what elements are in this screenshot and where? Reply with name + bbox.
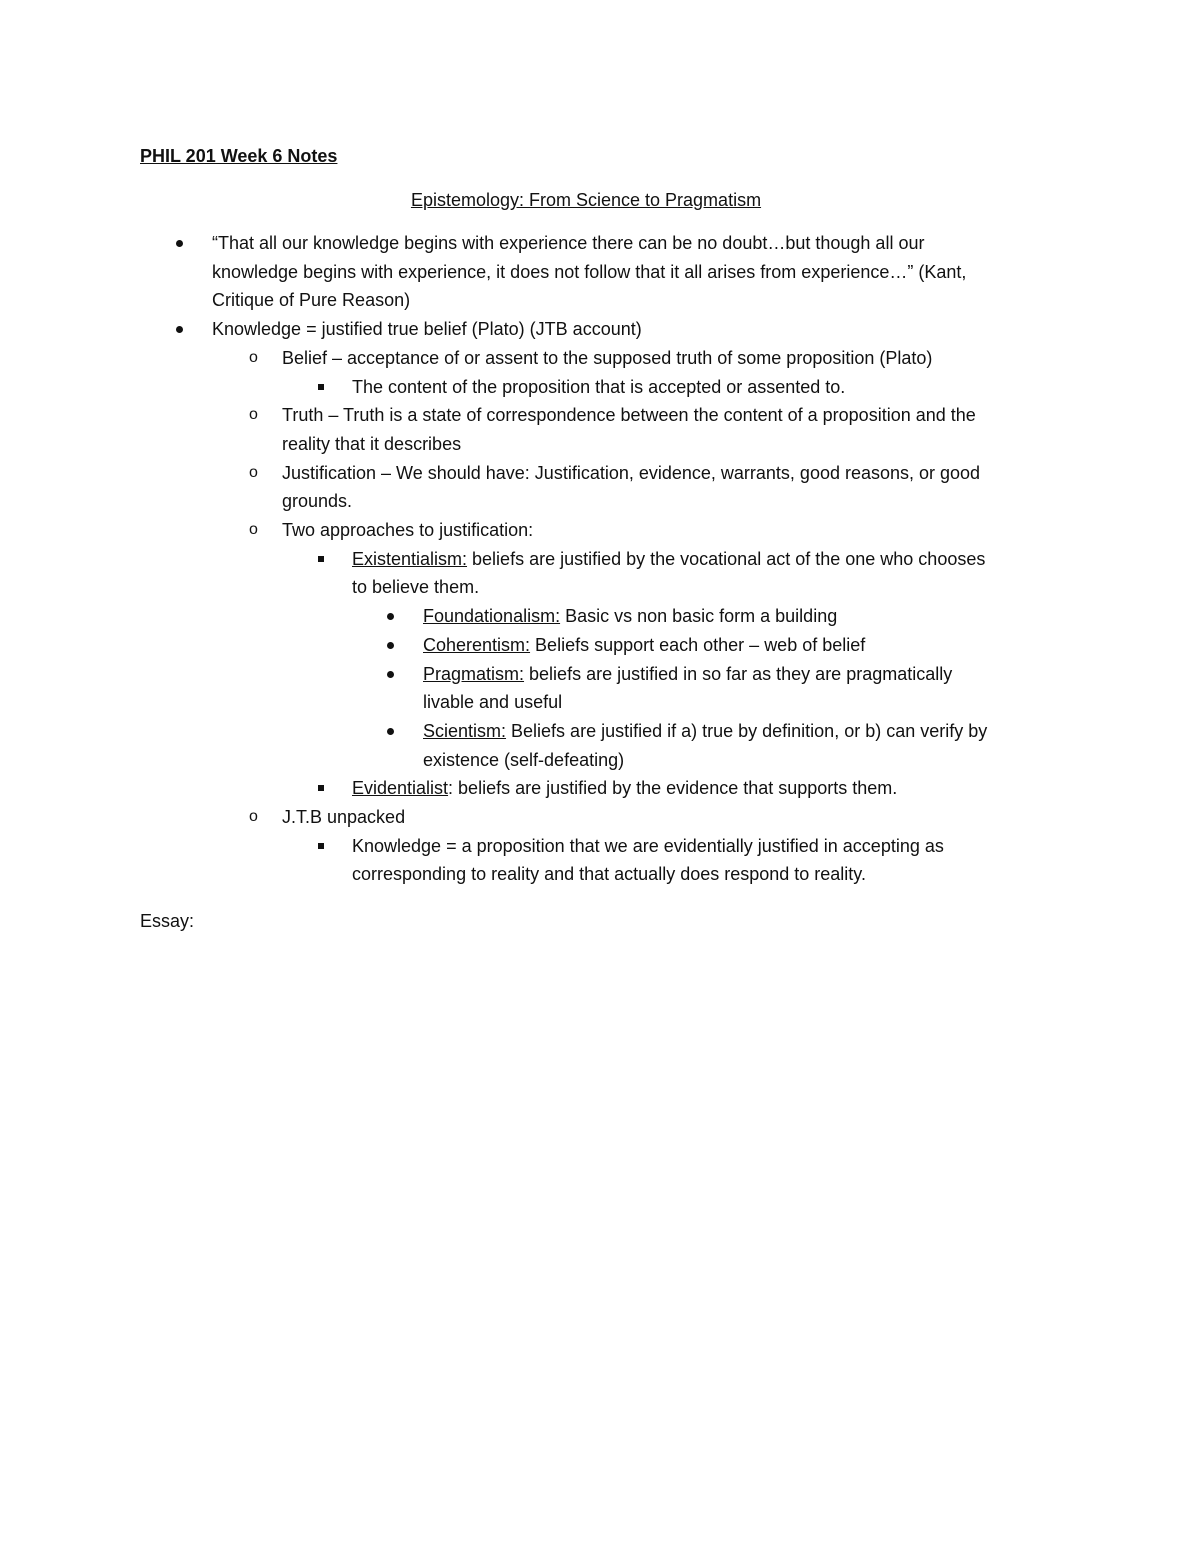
outline-text: knowledge begins with experience, it does not follow that it all arises from experience…” (Kant, <box>212 261 967 282</box>
outline-text: The content of the proposition that is accepted or assented to. <box>352 376 846 397</box>
outline-term: Pragmatism: <box>423 663 525 684</box>
bullet-circle-icon: o <box>249 406 258 424</box>
outline-line <box>423 631 865 659</box>
outline-text: : beliefs are justified by the evidence that supports them. <box>448 778 898 799</box>
outline-line <box>282 487 352 515</box>
outline-text: beliefs are justified in so far as they are pragmatically <box>524 663 953 684</box>
outline-text: Critique of Pure Reason) <box>212 290 411 311</box>
outline-text: livable and useful <box>423 692 563 713</box>
bullet-circle-icon: o <box>249 348 258 366</box>
outline-text: Knowledge = a proposition that we are evidentially justified in accepting as <box>352 835 944 856</box>
essay-label: Essay: <box>140 911 195 931</box>
bullet-circle-icon: o <box>249 808 258 825</box>
outline-line <box>212 229 924 257</box>
outline-line <box>352 860 866 888</box>
outline-line <box>423 602 837 630</box>
bullet-dot-icon <box>387 613 394 620</box>
outline-line <box>352 832 944 860</box>
outline-text: corresponding to reality and that actually does respond to reality. <box>352 864 866 885</box>
outline-line <box>282 803 405 831</box>
outline-text: to believe them. <box>352 577 480 598</box>
outline-text: Belief – acceptance of or assent to the supposed truth of some proposition (Plato) <box>282 347 933 368</box>
outline-text: Beliefs are justified if a) true by definition, or b) can verify by <box>506 720 988 741</box>
outline-line <box>423 746 624 774</box>
outline-text: Justification – We should have: Justification, evidence, warrants, good reasons, or good <box>282 462 981 483</box>
outline-term: Foundationalism: <box>423 606 561 627</box>
outline-text: J.T.B unpacked <box>282 807 406 827</box>
bullet-dot-icon <box>176 326 183 333</box>
outline-text: “That all our knowledge begins with experience there can be no doubt…but though all our <box>212 233 925 253</box>
outline-text: Two approaches to justification: <box>282 520 534 540</box>
outline-line <box>212 286 410 314</box>
outline-line <box>212 258 966 286</box>
bullet-dot-icon <box>387 728 394 735</box>
outline-text: existence (self-defeating) <box>423 749 625 770</box>
bullet-dot-icon <box>387 642 394 649</box>
outline-term: Existentialism: <box>352 548 468 569</box>
bullet-circle-icon: o <box>249 521 258 538</box>
outline-line <box>423 660 952 688</box>
outline-text: Basic vs non basic form a building <box>560 606 838 627</box>
bullet-square-icon <box>318 384 324 390</box>
bullet-square-icon <box>318 556 324 562</box>
outline-line <box>282 344 932 372</box>
outline-line <box>352 545 985 573</box>
outline-term: Coherentism: <box>423 634 531 655</box>
bullet-dot-icon <box>176 240 183 247</box>
outline-line <box>282 401 976 429</box>
outline-line <box>212 315 642 343</box>
outline-line <box>352 774 897 802</box>
bullet-dot-icon <box>387 671 394 678</box>
outline-line <box>352 373 845 401</box>
bullet-square-icon <box>318 785 324 791</box>
outline-line <box>282 459 980 487</box>
outline-term: Evidentialist <box>352 778 449 799</box>
document-title: PHIL 201 Week 6 Notes <box>140 146 338 166</box>
outline-line <box>423 717 987 745</box>
outline-text: Knowledge = justified true belief (Plato) (JTB account) <box>212 319 642 340</box>
bullet-circle-icon: o <box>249 463 258 481</box>
outline-line <box>282 516 533 544</box>
outline-text: reality that it describes <box>282 433 462 454</box>
bullet-square-icon <box>318 843 324 849</box>
outline-text: Beliefs support each other – web of belief <box>530 634 866 655</box>
outline-text: beliefs are justified by the vocational act of the one who chooses <box>467 548 986 569</box>
outline-line <box>282 430 461 458</box>
outline-line <box>352 573 479 601</box>
outline-text: grounds. <box>282 491 353 512</box>
outline-text: Truth – Truth is a state of correspondence between the content of a proposition and the <box>282 405 976 426</box>
outline-line <box>423 688 562 716</box>
outline-term: Scientism: <box>423 720 507 741</box>
document-subtitle: Epistemology: From Science to Pragmatism <box>410 190 762 210</box>
